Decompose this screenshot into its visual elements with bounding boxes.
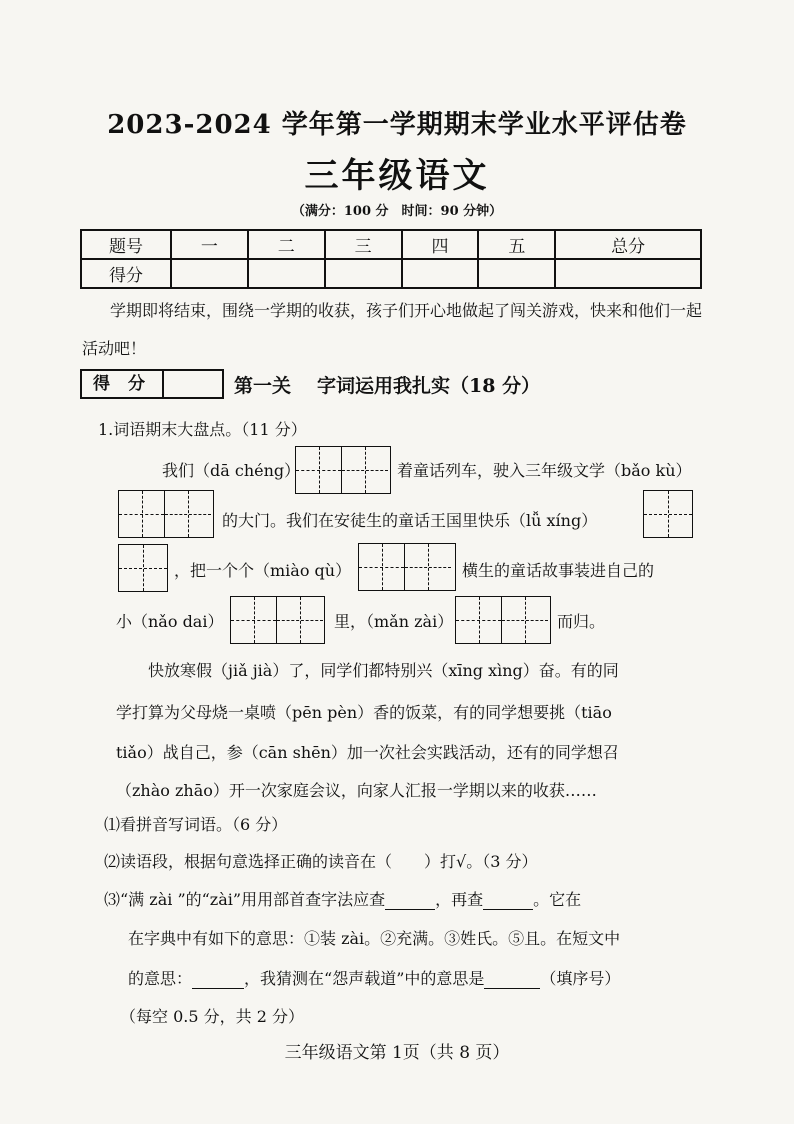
score-input-cell[interactable] [325,259,402,288]
sub-question-1: ⑴看拼音写词语。（6 分） [104,815,288,834]
score-input-cell[interactable] [402,259,479,288]
subject-title: 三年级语文 [304,156,490,196]
exam-meta: （满分：100 分 时间：90 分钟） [291,204,503,219]
q1-text: ，把一个个（miào qù） [174,561,352,580]
pinyin-answer-box[interactable] [455,596,551,644]
pinyin-answer-box[interactable] [295,446,391,494]
score-table [80,229,702,289]
section-heading [234,371,540,398]
pinyin-answer-box[interactable] [118,490,214,538]
sub-question-3 [104,887,581,910]
sub-question-3-text: ，我猜测在“怨声载道”中的意思是 [244,969,485,988]
section-score-label: 得 分 [82,371,164,397]
pinyin-answer-box[interactable] [643,490,693,538]
score-input-cell[interactable] [171,259,248,288]
sub-question-3-line3 [128,966,620,989]
sub-question-3-text: （填序号） [540,969,621,988]
section-stage: 第一关 [234,375,292,397]
score-header-cell: 题号 [81,230,171,259]
pinyin-answer-box[interactable] [118,544,168,592]
score-header-cell: 一 [171,230,248,259]
passage-line: 快放寒假（jiǎ jià）了，同学们都特别兴（xīng xìng）奋。有的同 [148,661,619,680]
section-title: 字词运用我扎实（18 分） [317,375,541,397]
section-score-box [80,369,224,399]
sub-question-3-line2: 在字典中有如下的意思：①装 zài。②充满。③姓氏。⑤且。在短文中 [128,929,621,948]
answer-blank[interactable] [192,969,244,989]
q1-text: 里，（mǎn zài） [334,612,454,631]
score-header-cell: 三 [325,230,402,259]
passage-line: （zhào zhāo）开一次家庭会议，向家人汇报一学期以来的收获…… [116,781,597,800]
score-input-cell[interactable] [478,259,555,288]
q1-text: 横生的童话故事装进自己的 [462,561,655,580]
score-table-header-row [81,230,701,259]
question-1-title: 1.词语期末大盘点。（11 分） [98,420,307,439]
exam-title: 2023-2024 学年第一学期期末学业水平评估卷 [107,110,687,140]
sub-question-3-text: ，再查 [435,890,484,909]
passage-line: tiǎo）战自己，参（cān shēn）加一次社会实践活动，还有的同学想召 [116,743,619,762]
score-row-label: 得分 [81,259,171,288]
q1-text: 着童话列车，驶入三年级文学（bǎo kù） [397,461,692,480]
sub-question-3-text: 。它在 [533,890,582,909]
q1-text: 的大门。我们在安徒生的童话王国里快乐（lǚ xíng） [222,511,598,530]
answer-blank[interactable] [483,890,533,910]
passage-line: 学打算为父母烧一桌喷（pēn pèn）香的饭菜，有的同学想要挑（tiāo [116,703,612,722]
sub-question-3-scoring: （每空 0.5 分，共 2 分） [120,1007,304,1026]
pinyin-answer-box[interactable] [230,596,325,644]
answer-blank[interactable] [484,969,540,989]
score-input-cell[interactable] [248,259,325,288]
sub-question-2: ⑵读语段，根据句意选择正确的读音在（ ）打√。（3 分） [104,852,538,871]
pinyin-answer-box[interactable] [358,543,456,591]
q1-text: 我们（dā chéng） [162,461,301,480]
intro-text: 学期即将结束，围绕一学期的收获，孩子们开心地做起了闯关游戏，快来和他们一起活动吧！ [82,301,703,358]
sub-question-3-text: ⑶“满 zài ”的“zài”用用部首查字法应查 [104,890,386,909]
q1-text: 而归。 [557,612,606,631]
page-footer: 三年级语文第 1页（共 8 页） [284,1043,510,1063]
score-input-cell[interactable] [555,259,701,288]
score-table-score-row [81,259,701,288]
score-header-cell: 总分 [555,230,701,259]
score-header-cell: 二 [248,230,325,259]
q1-text: 小（nǎo dai） [116,612,224,631]
answer-blank[interactable] [385,890,435,910]
score-header-cell: 四 [402,230,479,259]
sub-question-3-text: 的意思： [128,969,193,988]
score-header-cell: 五 [478,230,555,259]
